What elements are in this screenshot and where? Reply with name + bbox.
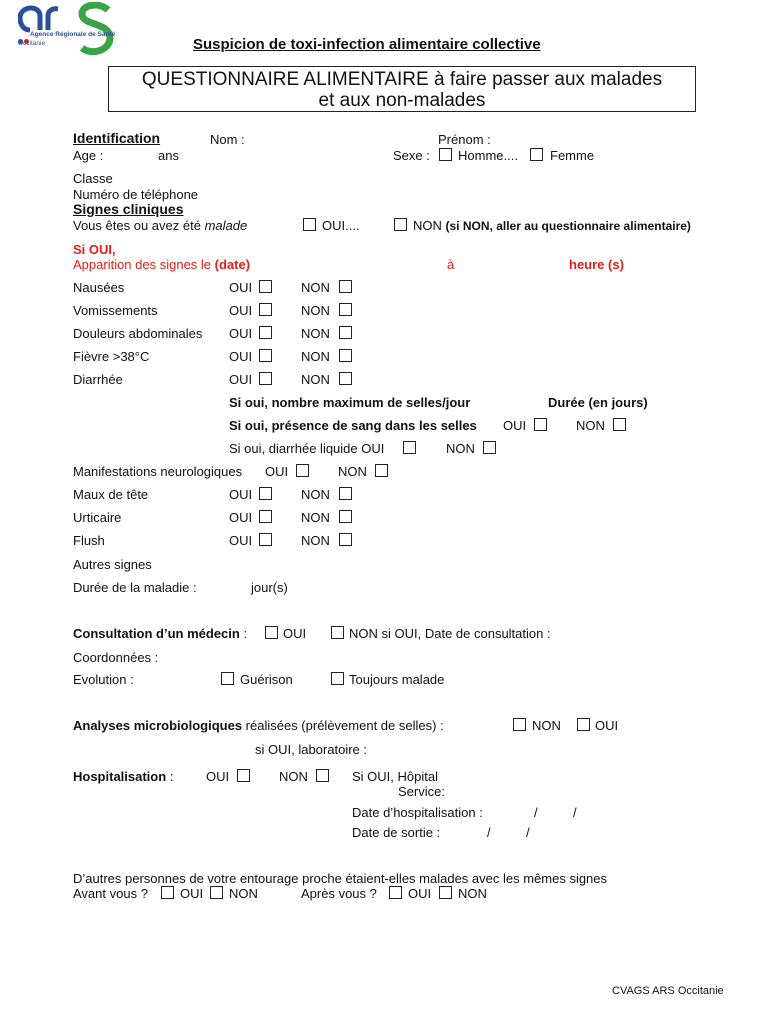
consultation-label: Consultation d’un médecin :: [73, 626, 248, 641]
coordonnees-label: Coordonnées :: [73, 650, 159, 665]
sang-non-checkbox[interactable]: [613, 418, 626, 431]
non-label: NON: [532, 718, 561, 733]
date-hospitalisation-label: Date d’hospitalisation :: [352, 805, 483, 820]
logo-agency-text: Agence Régionale de Santé: [30, 31, 116, 38]
date-slash: /: [534, 805, 538, 820]
liquide-question: Si oui, diarrhée liquide OUI: [229, 441, 385, 456]
consultation-non-text: NON si OUI, Date de consultation :: [349, 626, 551, 641]
femme-checkbox[interactable]: [530, 148, 543, 161]
non-label: NON: [446, 441, 475, 456]
sang-question: Si oui, présence de sang dans les selles: [229, 418, 477, 433]
non-label: NON: [229, 886, 258, 901]
symptom-non-checkbox[interactable]: [339, 487, 352, 500]
toujours-malade-label: Toujours malade: [349, 672, 445, 687]
date-sortie-label: Date de sortie :: [352, 825, 441, 840]
oui-label: OUI: [229, 349, 253, 364]
date-slash: /: [487, 825, 491, 840]
symptom-label: Fièvre >38°C: [73, 349, 150, 364]
non-label: NON: [301, 372, 330, 387]
symptom-non-checkbox[interactable]: [339, 280, 352, 293]
symptom-non-checkbox[interactable]: [339, 349, 352, 362]
non-label: NON: [301, 303, 330, 318]
femme-label: Femme: [550, 148, 595, 163]
hospitalisation-label: Hospitalisation :: [73, 769, 174, 784]
homme-label: Homme....: [458, 148, 518, 163]
symptom-label: Flush: [73, 533, 105, 548]
malade-oui-label: OUI....: [322, 218, 360, 233]
analyses-label: Analyses microbiologiques réalisées (prélèvement de selles) :: [73, 718, 444, 733]
symptom-non-checkbox[interactable]: [339, 533, 352, 546]
si-oui-label: Si OUI,: [73, 242, 116, 257]
non-label: NON: [301, 326, 330, 341]
oui-label: OUI: [229, 510, 253, 525]
signes-cliniques-heading: Signes cliniques: [73, 201, 184, 217]
apres-oui-checkbox[interactable]: [389, 886, 402, 899]
age-label: Age :: [73, 148, 104, 163]
title-line-1: QUESTIONNAIRE ALIMENTAIRE à faire passer aux malades: [141, 69, 663, 90]
symptom-oui-checkbox[interactable]: [259, 280, 272, 293]
liquide-oui-checkbox[interactable]: [403, 441, 416, 454]
oui-label: OUI: [595, 718, 619, 733]
date-slash: /: [573, 805, 577, 820]
guerison-checkbox[interactable]: [221, 672, 234, 685]
sang-oui-checkbox[interactable]: [534, 418, 547, 431]
avant-non-checkbox[interactable]: [210, 886, 223, 899]
liquide-non-checkbox[interactable]: [483, 441, 496, 454]
hospitalisation-oui-checkbox[interactable]: [237, 769, 250, 782]
oui-label: OUI: [206, 769, 230, 784]
document-subtitle: Suspicion de toxi-infection alimentaire collective: [193, 36, 541, 53]
logo-region-text: Occitanie: [18, 40, 46, 47]
symptom-oui-checkbox[interactable]: [259, 303, 272, 316]
jours-label: jour(s): [251, 580, 288, 595]
oui-label: OUI: [229, 533, 253, 548]
apparition-a: à: [447, 257, 455, 272]
hopital-label: Si OUI, Hôpital: [352, 769, 438, 784]
analyses-oui-checkbox[interactable]: [577, 718, 590, 731]
non-label: NON: [301, 280, 330, 295]
symptom-non-checkbox[interactable]: [339, 303, 352, 316]
symptom-oui-checkbox[interactable]: [259, 487, 272, 500]
symptom-label: Vomissements: [73, 303, 158, 318]
identification-heading: Identification: [73, 130, 161, 146]
neuro-oui-checkbox[interactable]: [296, 464, 309, 477]
footer-text: CVAGS ARS Occitanie: [612, 985, 724, 997]
malade-non-checkbox[interactable]: [394, 218, 407, 231]
consultation-oui-checkbox[interactable]: [265, 626, 278, 639]
evolution-label: Evolution :: [73, 672, 134, 687]
date-slash: /: [526, 825, 530, 840]
apres-label: Après vous ?: [301, 886, 377, 901]
non-label: NON: [301, 349, 330, 364]
entourage-question: D’autres personnes de votre entourage proche étaient-elles malades avec les mêmes signes: [73, 871, 608, 886]
non-label: NON: [301, 487, 330, 502]
malade-oui-checkbox[interactable]: [303, 218, 316, 231]
service-label: Service:: [398, 784, 445, 799]
non-label: NON: [301, 533, 330, 548]
symptom-label: Maux de tête: [73, 487, 149, 502]
oui-label: OUI: [180, 886, 204, 901]
oui-label: OUI: [229, 487, 253, 502]
oui-label: OUI: [229, 372, 253, 387]
non-label: NON: [338, 464, 367, 479]
symptom-label: Nausées: [73, 280, 125, 295]
symptom-oui-checkbox[interactable]: [259, 533, 272, 546]
apres-non-checkbox[interactable]: [439, 886, 452, 899]
malade-question: Vous êtes ou avez été malade: [73, 218, 248, 233]
oui-label: OUI: [408, 886, 432, 901]
analyses-non-checkbox[interactable]: [513, 718, 526, 731]
ars-logo-mark: [18, 2, 118, 58]
symptom-non-checkbox[interactable]: [339, 510, 352, 523]
autres-signes-label: Autres signes: [73, 557, 152, 572]
non-label: NON: [576, 418, 605, 433]
nom-label: Nom :: [210, 132, 245, 147]
questionnaire-title-box: [108, 66, 696, 112]
apparition-heure: heure (s): [569, 257, 624, 272]
laboratoire-label: si OUI, laboratoire :: [255, 742, 367, 757]
oui-label: OUI: [229, 303, 253, 318]
symptom-label: Diarrhée: [73, 372, 123, 387]
avant-oui-checkbox[interactable]: [161, 886, 174, 899]
symptom-oui-checkbox[interactable]: [259, 326, 272, 339]
malade-non-label: NON (si NON, aller au questionnaire alimentaire): [413, 218, 691, 233]
toujours-malade-checkbox[interactable]: [331, 672, 344, 685]
consultation-non-checkbox[interactable]: [331, 626, 344, 639]
telephone-label: Numéro de téléphone: [73, 187, 199, 202]
avant-label: Avant vous ?: [73, 886, 148, 901]
oui-label: OUI: [265, 464, 289, 479]
non-label: NON: [279, 769, 308, 784]
oui-label: OUI: [283, 626, 307, 641]
apparition-label: Apparition des signes le (date): [73, 257, 251, 272]
duree-jours-label: Durée (en jours): [548, 395, 648, 410]
sexe-label: Sexe :: [393, 148, 430, 163]
symptom-non-checkbox[interactable]: [339, 326, 352, 339]
classe-label: Classe: [73, 171, 113, 186]
symptom-non-checkbox[interactable]: [339, 372, 352, 385]
homme-checkbox[interactable]: [439, 148, 452, 161]
guerison-label: Guérison: [240, 672, 293, 687]
duree-maladie-label: Durée de la maladie :: [73, 580, 197, 595]
title-line-2: et aux non-malades: [318, 90, 486, 111]
symptom-label: Douleurs abdominales: [73, 326, 203, 341]
oui-label: OUI: [229, 326, 253, 341]
symptom-label: Urticaire: [73, 510, 122, 525]
prenom-label: Prénom :: [438, 132, 491, 147]
neuro-non-checkbox[interactable]: [375, 464, 388, 477]
hospitalisation-non-checkbox[interactable]: [316, 769, 329, 782]
non-label: NON: [458, 886, 487, 901]
neuro-label: Manifestations neurologiques: [73, 464, 243, 479]
selles-question: Si oui, nombre maximum de selles/jour: [229, 395, 471, 410]
oui-label: OUI: [229, 280, 253, 295]
non-label: NON: [301, 510, 330, 525]
oui-label: OUI: [503, 418, 527, 433]
symptom-oui-checkbox[interactable]: [259, 510, 272, 523]
symptom-oui-checkbox[interactable]: [259, 349, 272, 362]
symptom-oui-checkbox[interactable]: [259, 372, 272, 385]
ans-label: ans: [158, 148, 179, 163]
